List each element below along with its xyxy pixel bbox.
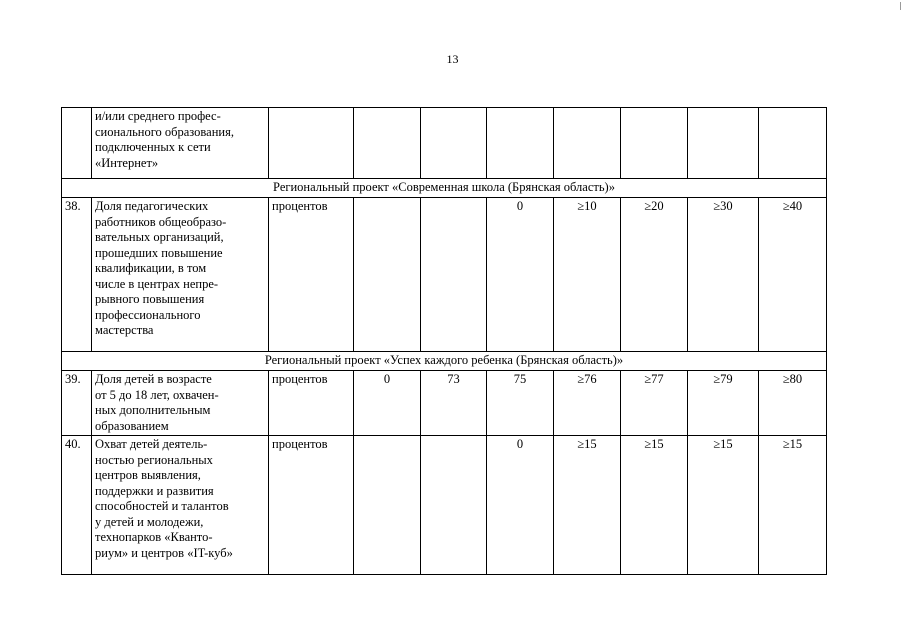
indicator-name-line: от 5 до 18 лет, охвачен- [95,387,219,402]
value-cell: ≥30 [688,198,759,352]
value-cell [759,108,827,179]
value-cell [554,108,621,179]
indicator-name-line: работников общеобразо- [95,214,227,229]
value-cell: 0 [354,371,421,436]
indicator-name-line: и/или среднего профес- [95,109,221,123]
indicator-name-line: способностей и талантов [95,499,229,513]
table-row-40 [62,436,827,575]
indicator-name-line: ных дополнительным [95,403,211,417]
row-number-cell: 38. [62,198,92,352]
indicator-name-line: профессионального [95,307,201,322]
indicator-name-line: рывного повышения [95,292,205,306]
indicator-name-line: образованием [95,418,169,433]
unit-cell: процентов [269,371,354,436]
indicator-name-line: «Интернет» [95,155,159,170]
value-cell: 0 [487,436,554,575]
unit-cell [269,108,354,179]
value-cell [421,108,487,179]
value-cell: 0 [487,198,554,352]
indicator-name-cell [92,198,269,352]
indicator-name-line: у детей и молодежи, [95,514,204,529]
value-cell: ≥80 [759,371,827,436]
value-cell [621,108,688,179]
indicator-name-cell [92,108,269,179]
row-number-cell [62,108,92,179]
indicator-name-line: поддержки и развития [95,483,214,498]
section-header-row [62,179,827,198]
table-row-38 [62,198,827,352]
page-number: 13 [446,52,459,66]
value-cell [354,108,421,179]
section-title: Региональный проект «Успех каждого ребенка (Брянская область)» [62,352,827,371]
value-cell [354,436,421,575]
table-row-39 [62,371,827,436]
indicator-name-line: Доля педагогических [95,199,209,213]
row-number-cell: 39. [62,371,92,436]
indicator-name-line: технопарков «Кванто- [95,530,213,544]
value-cell [688,108,759,179]
indicator-name-line: Доля детей в возрасте [95,372,212,386]
indicator-name-line: риум» и центров «IT-куб» [95,545,233,560]
value-cell: ≥76 [554,371,621,436]
value-cell: 73 [421,371,487,436]
value-cell: ≥15 [621,436,688,575]
value-cell [487,108,554,179]
value-cell [354,198,421,352]
unit-cell: процентов [269,436,354,575]
indicator-name-cell [92,436,269,575]
unit-cell: процентов [269,198,354,352]
value-cell: ≥79 [688,371,759,436]
indicator-name-cell [92,371,269,436]
indicator-name-line: числе в центрах непре- [95,276,219,291]
table-row-continuation [62,108,827,179]
value-cell [421,436,487,575]
value-cell: ≥15 [688,436,759,575]
section-header-row [62,352,827,371]
row-number-cell: 40. [62,436,92,575]
indicator-name-line: подключенных к сети [95,140,211,154]
value-cell: ≥15 [554,436,621,575]
value-cell: ≥15 [759,436,827,575]
value-cell: ≥20 [621,198,688,352]
indicator-name-line: прошедших повышение [95,245,223,260]
value-cell: 75 [487,371,554,436]
indicators-table [61,107,827,575]
indicator-name-line: вательных организаций, [95,230,224,244]
value-cell: ≥40 [759,198,827,352]
indicator-name-line: сионального образования, [95,124,234,139]
indicator-name-line: Охват детей деятель- [95,437,208,451]
value-cell: ≥77 [621,371,688,436]
value-cell [421,198,487,352]
indicator-name-line: центров выявления, [95,468,201,482]
indicator-name-line: квалификации, в том [95,261,207,275]
indicator-name-line: мастерства [95,323,154,337]
indicator-name-line: ностью региональных [95,452,213,467]
value-cell: ≥10 [554,198,621,352]
section-title: Региональный проект «Современная школа (Брянская область)» [62,179,827,198]
scan-edge-mark [900,2,901,10]
